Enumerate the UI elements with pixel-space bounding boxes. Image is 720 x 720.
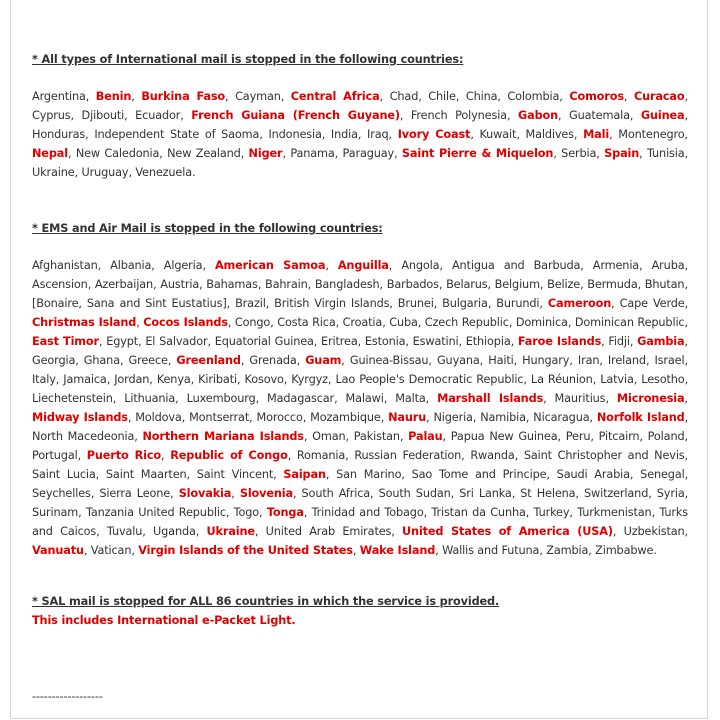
country: Madagascar xyxy=(267,392,335,405)
country: Sri Lanka xyxy=(459,487,512,500)
country-highlighted: Tonga xyxy=(266,506,304,519)
country-highlighted: Spain xyxy=(604,147,640,160)
country: Luxembourg xyxy=(186,392,256,405)
country: Brunei xyxy=(397,297,434,310)
country: Equatorial Guinea xyxy=(214,335,314,348)
country-list-all-mail: Argentina, Benin, Burkina Faso, Cayman, Central Africa, Chad, Chile, China, Colombia, Comoros, Curacao, Cyprus, Djibouti, Ecuador, French Guiana (French Guyane), French Polynesia, Gabon, Guatemala, Guinea, Honduras, Independent State of Saoma, Indonesia, India, Iraq, Ivory Coast, Kuwait, Maldives, Mali, Montenegro, Nepal, New Caledonia, New Zealand, Niger, Panama, Paraguay, Saint Pierre & Miquelon, Serbia, Spain, Tunisia, Ukraine, Uruguay, Venezuela. xyxy=(32,90,689,179)
country-highlighted: Saint Pierre & Miquelon xyxy=(401,147,554,160)
country: Aruba xyxy=(651,259,685,272)
country: Haiti xyxy=(488,354,514,367)
country: Uganda xyxy=(153,525,196,538)
country: Bangladesh xyxy=(314,278,380,291)
country: China xyxy=(465,90,498,103)
country: Belize xyxy=(547,278,581,291)
country: Azerbaijan xyxy=(94,278,154,291)
country: Malawi xyxy=(345,392,384,405)
country: Sao Tome and Principe xyxy=(411,468,547,481)
country: St Helena xyxy=(520,487,576,500)
country: Togo xyxy=(233,506,260,519)
country-list-ems-air: Afghanistan, Albania, Algeria, American Samoa, Anguilla, Angola, Antigua and Barbuda, Armenia, Aruba, Ascension, Azerbaijan, Austria, Bahamas, Bahrain, Bangladesh, Barbados, Belarus, Belgium, Belize, Bermuda, Bhutan, [Bonaire, Sana and Sint Eustatius], Brazil, British Virgin Islands, Brunei, Bulgaria, Burundi, Cameroon, Cape Verde, Christmas Island, Cocos Islands, Congo, Costa Rica, Croatia, Cuba, Czech Republic, Dominica, Dominican Republic, East Timor, Egypt, El Salvador, Equatorial Guinea, Eritrea, Estonia, Eswatini, Ethiopia, Faroe Islands, Fidji, Gambia, Georgia, Ghana, Greece, Greenland, Grenada, Guam, Guinea-Bissau, Guyana, Haiti, Hungary, Iran, Ireland, Israel, Italy, Jamaica, Jordan, Kenya, Kiribati, Kosovo, Kyrgyz, Lao People's Democratic Republic, La Réunion, Latvia, Lesotho, Liechetenstein, Lithuania, Luxembourg, Madagascar, Malawi, Malta, Marshall Islands, Mauritius, Micronesia, Midway Islands, Moldova, Montserrat, Morocco, Mozambique, Nauru, Nigeria, Namibia, Nicaragua, Norfolk Island, North Macedeonia, Northern Mariana Islands, Oman, Pakistan, Palau, Papua New Guinea, Peru, Pitcairn, Poland, Portugal, Puerto Rico, Republic of Congo, Romania, Russian Federation, Rwanda, Saint Christopher and Nevis, Saint Lucia, Saint Maarten, Saint Vincent, Saipan, San Marino, Sao Tome and Principe, Saudi Arabia, Senegal, Seychelles, Sierra Leone, Slovakia, Slovenia, South Africa, South Sudan, Sri Lanka, St Helena, Switzerland, Syria, Surinam, Tanzania United Republic, Togo, Tonga, Trinidad and Tobago, Tristan da Cunha, Turkey, Turkmenistan, Turks and Caicos, Tuvalu, Uganda, Ukraine, United Arab Emirates, United States of America (USA), Uzbekistan, Vanuatu, Vatican, Virgin Islands of the United States, Wake Island, Wallis and Futuna, Zambia, Zimbabwe. xyxy=(32,259,689,557)
country: Serbia xyxy=(561,147,597,160)
country: Ascension xyxy=(32,278,88,291)
country-highlighted: Nepal xyxy=(32,147,68,160)
country: Ethiopia xyxy=(465,335,511,348)
country: Montenegro xyxy=(618,128,685,141)
divider-line: ------------------ xyxy=(32,690,103,703)
country-highlighted: Cameroon xyxy=(547,297,612,310)
country: Maldives xyxy=(525,128,574,141)
country-highlighted: French Guiana (French Guyane) xyxy=(191,109,400,122)
country: South Africa xyxy=(301,487,371,500)
country: Colombia xyxy=(507,90,560,103)
country-highlighted: Ivory Coast xyxy=(397,128,471,141)
country-highlighted: Nauru xyxy=(388,411,427,424)
country: Barbados xyxy=(386,278,439,291)
country: Italy xyxy=(32,373,56,386)
country: Dominican Republic xyxy=(574,316,685,329)
country: Israel xyxy=(654,354,685,367)
country: Jordan xyxy=(114,373,150,386)
country-highlighted: Guam xyxy=(305,354,342,367)
country: Iran xyxy=(577,354,600,367)
country-highlighted: Christmas Island xyxy=(32,316,137,329)
country: Nicaragua xyxy=(533,411,590,424)
country: Zimbabwe xyxy=(595,544,654,557)
country: Kenya xyxy=(156,373,191,386)
country: Tunisia xyxy=(647,147,685,160)
country: Tristan da Cunha xyxy=(431,506,526,519)
country: Portugal xyxy=(32,449,78,462)
section-heading-ems-air: * EMS and Air Mail is stopped in the following countries: xyxy=(32,222,383,235)
country: Guatemala xyxy=(569,109,630,122)
country-highlighted: American Samoa xyxy=(214,259,326,272)
country: Lesotho xyxy=(641,373,685,386)
country-highlighted: Mali xyxy=(583,128,610,141)
country: Wallis and Futuna xyxy=(442,544,540,557)
country: Uruguay xyxy=(81,166,129,179)
country: Mauritius xyxy=(554,392,606,405)
sal-notice-heading: * SAL mail is stopped for ALL 86 countries in which the service is provided. xyxy=(32,595,500,608)
country-highlighted: Faroe Islands xyxy=(517,335,602,348)
country: Kosovo xyxy=(244,373,284,386)
country: San Marino xyxy=(336,468,402,481)
section-heading-all-mail: * All types of International mail is stopped in the following countries: xyxy=(32,53,464,66)
country: Argentina xyxy=(32,90,86,103)
country: Switzerland xyxy=(583,487,649,500)
country: Surinam xyxy=(32,506,79,519)
country: Cyprus xyxy=(32,109,71,122)
country: French Polynesia xyxy=(410,109,507,122)
country: Lao People's Democratic Republic xyxy=(335,373,524,386)
country: Albania xyxy=(110,259,152,272)
country: Armenia xyxy=(592,259,640,272)
country: Zambia xyxy=(546,544,589,557)
country: Estonia xyxy=(364,335,406,348)
country: Independent State of Saoma xyxy=(94,128,260,141)
country: Greece xyxy=(128,354,168,367)
country: Congo xyxy=(234,316,271,329)
country: Saint Maarten xyxy=(105,468,187,481)
country: [Bonaire, Sana and Sint Eustatius] xyxy=(32,297,227,310)
country: Ecuador xyxy=(135,109,181,122)
country: Ireland xyxy=(607,354,646,367)
country: Syria xyxy=(656,487,685,500)
country: El Salvador xyxy=(145,335,208,348)
country: Cayman xyxy=(235,90,281,103)
sal-notice-note: This includes International e-Packet Light. xyxy=(32,614,296,627)
country-highlighted: Benin xyxy=(95,90,132,103)
country: Costa Rica xyxy=(277,316,336,329)
country: La Réunion xyxy=(530,373,593,386)
country: Burundi xyxy=(496,297,540,310)
country: Croatia xyxy=(342,316,383,329)
country: Bahrain xyxy=(264,278,308,291)
country: Eswatini xyxy=(412,335,459,348)
country: Latvia xyxy=(600,373,634,386)
country: Iraq xyxy=(367,128,389,141)
country: Afghanistan xyxy=(32,259,98,272)
country: Russian Federation xyxy=(354,449,462,462)
country: Mozambique xyxy=(310,411,381,424)
country-highlighted: Burkina Faso xyxy=(141,90,226,103)
country-highlighted: Norfolk Island xyxy=(596,411,685,424)
country: Peru xyxy=(565,430,591,443)
country: Cuba xyxy=(389,316,418,329)
country-highlighted: Virgin Islands of the United States xyxy=(138,544,353,557)
country: British Virgin Islands xyxy=(274,297,390,310)
country-highlighted: Republic of Congo xyxy=(170,449,288,462)
country-highlighted: Vanuatu xyxy=(32,544,84,557)
country-highlighted: Northern Mariana Islands xyxy=(142,430,304,443)
country-highlighted: Wake Island xyxy=(359,544,436,557)
country: Jamaica xyxy=(63,373,107,386)
country: Bahamas xyxy=(206,278,258,291)
country: Seychelles xyxy=(32,487,91,500)
country-highlighted: Slovakia xyxy=(178,487,232,500)
country: Brazil xyxy=(235,297,266,310)
country: Dominica xyxy=(515,316,568,329)
country: Poland xyxy=(647,430,685,443)
country: Belgium xyxy=(494,278,540,291)
country: Pitcairn xyxy=(598,430,640,443)
country: Uzbekistan xyxy=(623,525,685,538)
country: Grenada xyxy=(249,354,297,367)
country: Malta xyxy=(395,392,426,405)
country: New Zealand xyxy=(167,147,241,160)
country: Georgia xyxy=(32,354,76,367)
country-highlighted: Niger xyxy=(248,147,283,160)
country: Rwanda xyxy=(470,449,515,462)
country: Chad xyxy=(389,90,419,103)
country: Lithuania xyxy=(124,392,176,405)
country: Liechetenstein xyxy=(32,392,113,405)
country: Indonesia xyxy=(268,128,322,141)
country: Austria xyxy=(160,278,200,291)
country: South Sudan xyxy=(378,487,451,500)
country: Guyana xyxy=(436,354,480,367)
country: Paraguay xyxy=(342,147,395,160)
country: Ukraine xyxy=(32,166,75,179)
country: Venezuela xyxy=(135,166,192,179)
country: Angola xyxy=(401,259,440,272)
country-highlighted: Guinea xyxy=(640,109,685,122)
country: India xyxy=(330,128,358,141)
country-highlighted: Curacao xyxy=(633,90,685,103)
country-highlighted: Palau xyxy=(408,430,443,443)
country: Senegal xyxy=(640,468,685,481)
country: Trinidad and Tobago xyxy=(311,506,424,519)
country: Moldova xyxy=(135,411,182,424)
country-highlighted: Midway Islands xyxy=(32,411,128,424)
country: Sierra Leone xyxy=(99,487,171,500)
country-highlighted: Marshall Islands xyxy=(437,392,544,405)
country: Tanzania United Republic xyxy=(85,506,226,519)
country-highlighted: United States of America (USA) xyxy=(402,525,613,538)
country: Panama xyxy=(290,147,335,160)
country: North Macedeonia xyxy=(32,430,135,443)
country: Romania xyxy=(296,449,346,462)
country: Algeria xyxy=(163,259,203,272)
country: Ghana xyxy=(83,354,120,367)
country: Tuvalu xyxy=(106,525,143,538)
country: Turkmenistan xyxy=(577,506,652,519)
country: Fidji xyxy=(608,335,630,348)
country: Bulgaria xyxy=(442,297,488,310)
country-highlighted: Comoros xyxy=(569,90,624,103)
country: Pakistan xyxy=(353,430,400,443)
country-highlighted: Central Africa xyxy=(290,90,380,103)
country-highlighted: Gabon xyxy=(517,109,559,122)
country: Antigua and Barbuda xyxy=(451,259,581,272)
country: New Caledonia xyxy=(75,147,160,160)
country: Czech Republic xyxy=(424,316,509,329)
country: Egypt xyxy=(106,335,139,348)
country-highlighted: Anguilla xyxy=(337,259,389,272)
country-highlighted: Ukraine xyxy=(206,525,255,538)
country: Guinea-Bissau xyxy=(349,354,429,367)
country: Kiribati xyxy=(198,373,237,386)
country: Morocco xyxy=(256,411,303,424)
country: Montserrat xyxy=(189,411,250,424)
country: Papua New Guinea xyxy=(450,430,558,443)
country: Kyrgyz xyxy=(291,373,328,386)
country: Saudi Arabia xyxy=(556,468,630,481)
country: Turks and Caicos xyxy=(32,506,689,538)
country: Saint Lucia xyxy=(32,468,96,481)
country: Djibouti xyxy=(81,109,125,122)
country-highlighted: Greenland xyxy=(176,354,241,367)
country: Cape Verde xyxy=(619,297,685,310)
country: Turkey xyxy=(533,506,570,519)
country: Nigeria xyxy=(433,411,473,424)
country: Vatican xyxy=(90,544,132,557)
country: United Arab Emirates xyxy=(265,525,392,538)
country-highlighted: Saipan xyxy=(283,468,326,481)
country: Namibia xyxy=(480,411,526,424)
country-highlighted: Gambia xyxy=(637,335,685,348)
country: Bermuda xyxy=(587,278,638,291)
country: Saint Christopher and Nevis xyxy=(523,449,685,462)
country-highlighted: Slovenia xyxy=(239,487,293,500)
country: Saint Vincent xyxy=(196,468,274,481)
country: Bhutan xyxy=(644,278,685,291)
country: Kuwait xyxy=(479,128,517,141)
country: Honduras xyxy=(32,128,86,141)
country-highlighted: Cocos Islands xyxy=(143,316,228,329)
country: Belarus xyxy=(446,278,488,291)
country-highlighted: Puerto Rico xyxy=(86,449,162,462)
country-highlighted: Micronesia xyxy=(616,392,685,405)
country: Hungary xyxy=(522,354,570,367)
country: Chile xyxy=(428,90,456,103)
country: Oman xyxy=(312,430,346,443)
country: Eritrea xyxy=(321,335,358,348)
country-highlighted: East Timor xyxy=(32,335,99,348)
